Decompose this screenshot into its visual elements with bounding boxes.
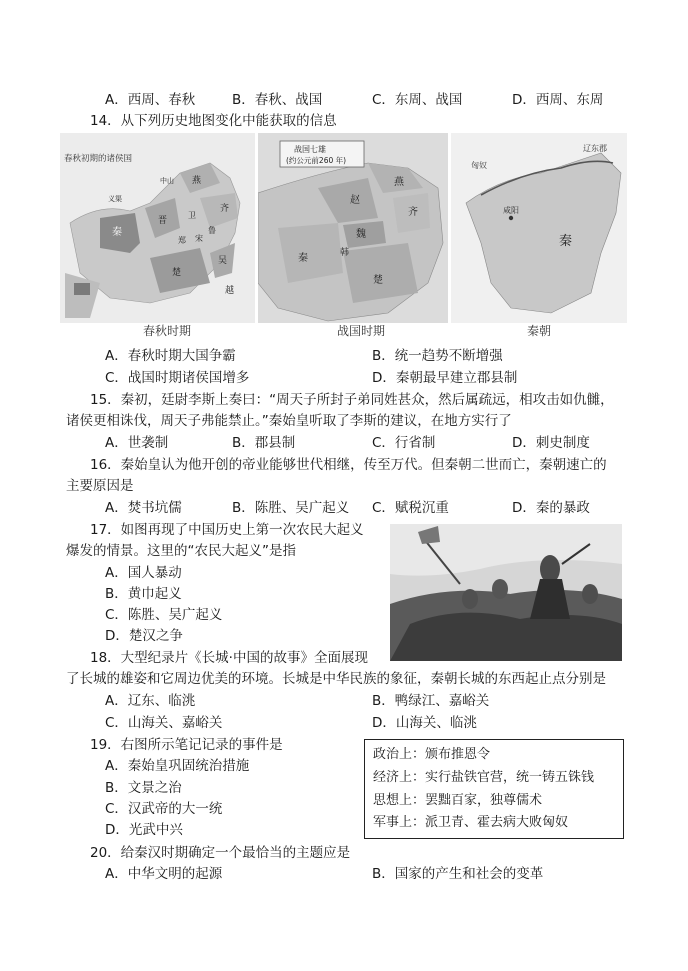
map1-label-wei: 卫 [188,211,196,220]
q18-option-a: A．辽东、临洮 [105,693,196,709]
map1-caption: 春秋时期 [143,324,192,338]
map2-label-yan: 燕 [394,177,404,188]
map3-label-xiongnu: 匈奴 [471,161,487,170]
map1-label-yan: 燕 [192,176,202,186]
q13-option-d: D．西周、东周 [512,92,604,108]
q16-option-a: A．焚书坑儒 [105,500,182,516]
history-maps [60,133,627,323]
q17-stem-line1: 17．如图再现了中国历史上第一次农民大起义 [90,522,364,538]
q20-option-a: A．中华文明的起源 [105,866,223,882]
uprising-painting [390,524,622,661]
q19-option-a: A．秦始皇巩固统治措施 [105,758,250,774]
map1-label-jin: 晋 [158,216,168,226]
q19-option-d: D．光武中兴 [105,822,183,838]
q20-stem: 20．给秦汉时期确定一个最恰当的主题应是 [90,845,351,861]
q14-stem: 14．从下列历史地图变化中能获取的信息 [90,113,337,129]
map2-label-qi: 齐 [408,207,418,218]
map1-label-wu: 吴 [218,256,228,266]
map1-label-zhongshan: 中山 [160,177,174,185]
map3-label-liaodong: 辽东郡 [583,144,607,153]
q16-option-d: D．秦的暴政 [512,500,590,516]
q13-option-b: B．春秋、战国 [232,92,323,108]
q14-option-d: D．秦朝最早建立郡县制 [372,370,518,386]
map-qin-dynasty [451,133,627,323]
q14-option-b: B．统一趋势不断增强 [372,348,503,364]
map2-label-wei: 魏 [356,229,366,240]
note-thought: 思想上：罢黜百家，独尊儒术 [373,793,543,808]
q16-option-c: C．赋税沉重 [372,500,449,516]
q18-option-d: D．山海关、临洮 [372,715,477,731]
q17-option-c: C．陈胜、吴广起义 [105,607,223,623]
q19-option-b: B．文景之治 [105,780,182,796]
q18-option-c: C．山海关、嘉峪关 [105,715,223,731]
q18-option-b: B．鸭绿江、嘉峪关 [372,693,490,709]
map-warring-states [258,133,448,323]
map3-caption: 秦朝 [527,324,552,338]
q15-stem-line2: 诸侯更相诛伐，周天子弗能禁止。”秦始皇听取了李斯的建议，在地方实行了 [66,413,512,429]
q19-option-c: C．汉武帝的大一统 [105,801,223,817]
map1-label-chu: 楚 [172,268,182,278]
q16-option-b: B．陈胜、吴广起义 [232,500,350,516]
q19-notes-box [364,739,624,839]
note-economy: 经济上：实行盐铁官营，统一铸五铢钱 [373,770,595,785]
q14-option-a: A．春秋时期大国争霸 [105,348,236,364]
map1-label-yue: 越 [225,286,235,296]
map1-label-qin: 秦 [112,227,122,238]
map1-label-zheng: 郑 [178,236,186,245]
q13-option-a: A．西周、春秋 [105,92,196,108]
map1-label-song: 宋 [195,234,203,243]
q18-stem-line1: 18．大型纪录片《长城·中国的故事》全面展现 [90,650,368,666]
q18-stem-line2: 了长城的雄姿和它周边优美的环境。长城是中华民族的象征，秦朝长城的东西起止点分别是 [66,671,606,687]
map2-title-line2: (约公元前260 年) [286,156,347,165]
map3-label-xianyang: 咸阳 [503,206,519,215]
map-spring-autumn [60,133,255,323]
map2-caption: 战国时期 [337,324,386,338]
map2-label-chu: 楚 [373,275,383,286]
map2-label-han: 韩 [340,248,350,258]
map1-label-yiqu: 义渠 [108,195,122,203]
map1-title: 春秋初期的诸侯国 [64,154,133,164]
q15-option-a: A．世袭制 [105,435,169,451]
q14-option-c: C．战国时期诸侯国增多 [105,370,250,386]
q19-stem: 19．右图所示笔记记录的事件是 [90,737,283,753]
map1-label-lu: 鲁 [208,226,216,235]
q13-option-c: C．东周、战国 [372,92,463,108]
map2-label-zhao: 赵 [350,195,360,206]
q17-option-a: A．国人暴动 [105,565,182,581]
map2-label-qin: 秦 [298,253,308,264]
q17-option-b: B．黄巾起义 [105,586,182,602]
note-military: 军事上：派卫青、霍去病大败匈奴 [373,815,569,830]
q16-stem-line1: 16．秦始皇认为他开创的帝业能够世代相继，传至万代。但秦朝二世而亡，秦朝速亡的 [90,457,607,473]
q15-option-c: C．行省制 [372,435,436,451]
q15-option-b: B．郡县制 [232,435,296,451]
q20-option-b: B．国家的产生和社会的变革 [372,866,544,882]
map1-label-qi: 齐 [220,204,230,214]
q16-stem-line2: 主要原因是 [66,478,134,494]
q17-stem-line2: 爆发的情景。这里的“农民大起义”是指 [66,543,296,559]
q15-option-d: D．刺史制度 [512,435,590,451]
map3-label-qin: 秦 [559,234,573,249]
note-politics: 政治上：颁布推恩令 [373,747,491,762]
q15-stem-line1: 15．秦初，廷尉李斯上奏曰：“周天子所封子弟同姓甚众，然后属疏远，相攻击如仇雠， [90,392,614,408]
q17-option-d: D．楚汉之争 [105,628,183,644]
map2-title-line1: 战国七雄 [294,145,326,154]
